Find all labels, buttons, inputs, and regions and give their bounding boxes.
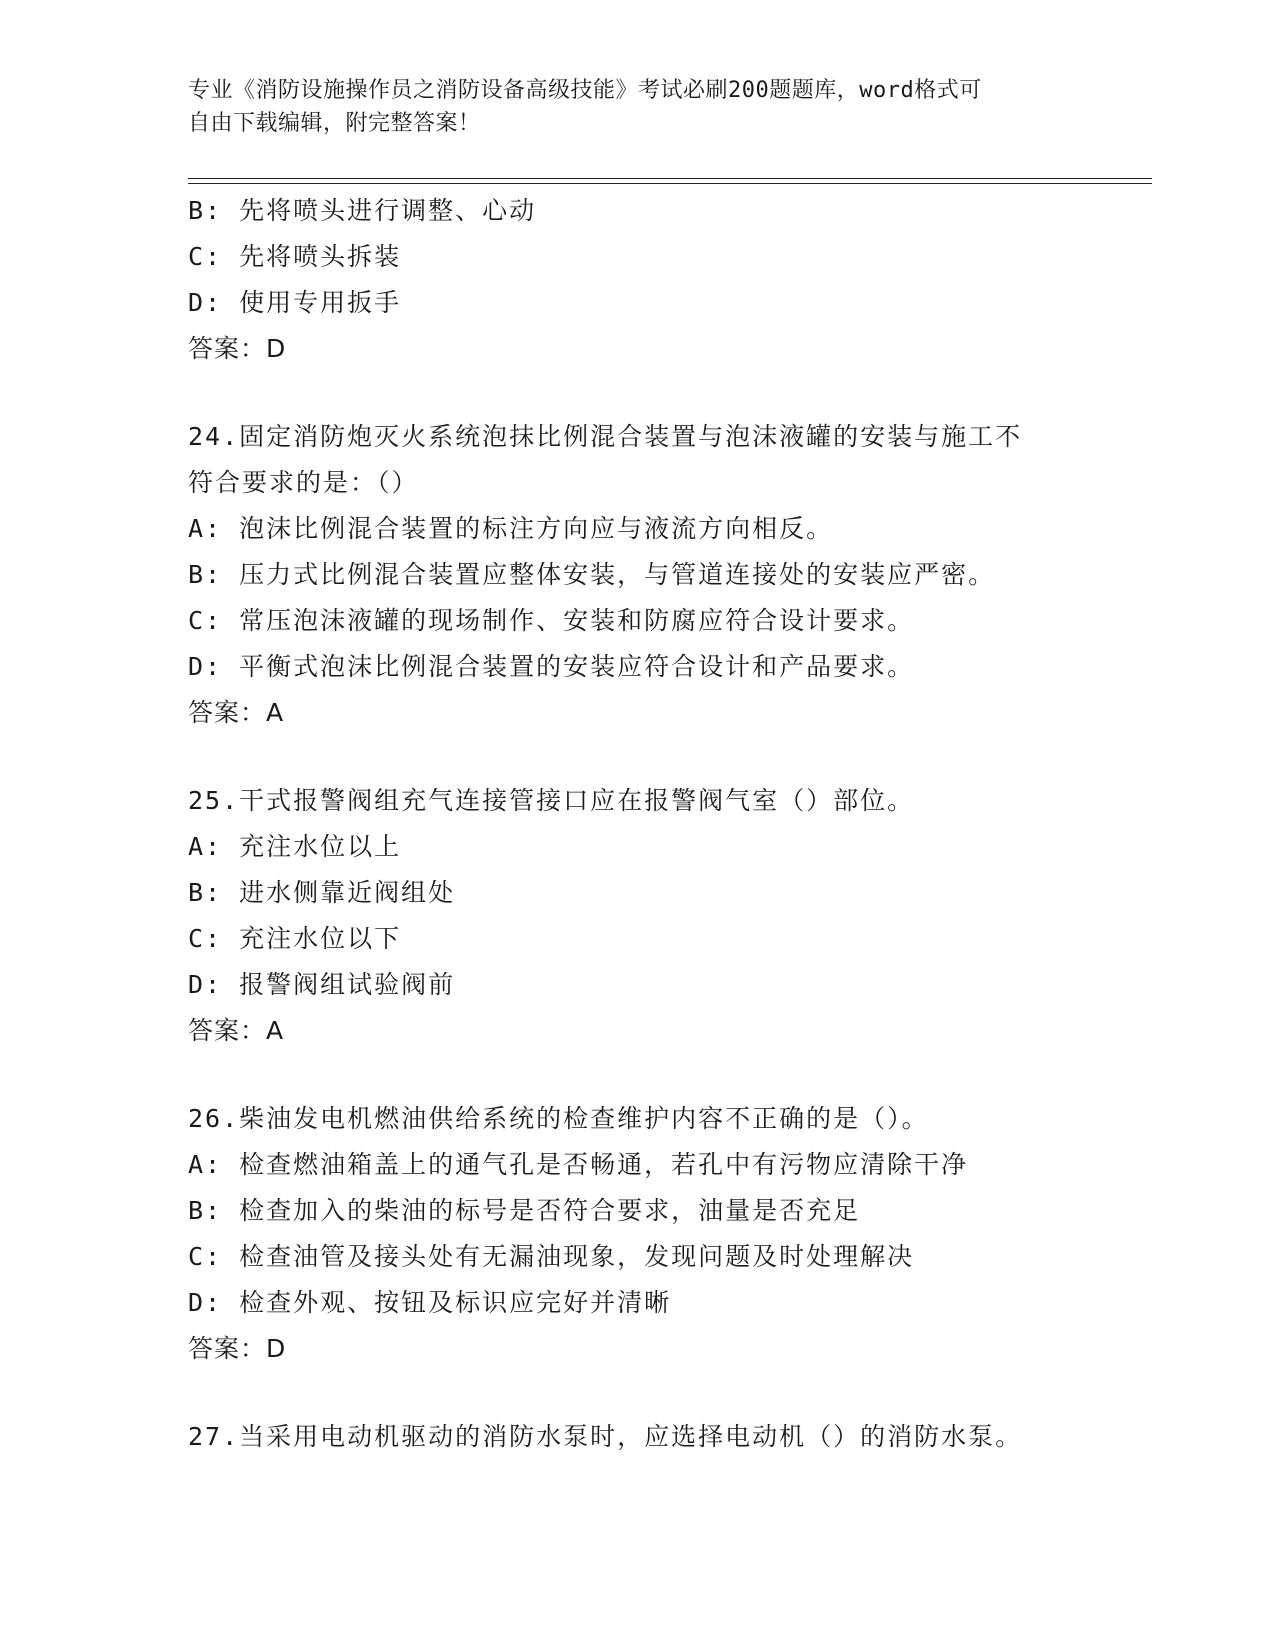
question-27 xyxy=(188,1414,1088,1460)
question-text-line-1: 26.柴油发电机燃油供给系统的检查维护内容不正确的是（）。 xyxy=(188,1104,929,1133)
question-25 xyxy=(188,778,1088,1054)
option-b: B: 进水侧靠近阀组处 xyxy=(188,878,456,907)
spacer xyxy=(188,1372,1088,1414)
option-c: C: 充注水位以下 xyxy=(188,924,402,953)
document-header xyxy=(188,74,1068,140)
answer: 答案：D xyxy=(188,1334,287,1363)
question-24 xyxy=(188,414,1088,736)
question-text-line-2: 符合要求的是：（） xyxy=(188,468,419,497)
header-rule-top xyxy=(188,178,1152,179)
option-a: A: 泡沫比例混合装置的标注方向应与液流方向相反。 xyxy=(188,514,834,543)
header-rule-bottom xyxy=(188,183,1152,184)
question-text-line-1: 24.固定消防炮灭火系统泡抹比例混合装置与泡沫液罐的安装与施工不 xyxy=(188,422,1023,451)
option-a: A: 充注水位以上 xyxy=(188,832,402,861)
answer: 答案：A xyxy=(188,1016,285,1045)
spacer xyxy=(188,736,1088,778)
question-26 xyxy=(188,1096,1088,1372)
option-d: D: 平衡式泡沫比例混合装置的安装应符合设计和产品要求。 xyxy=(188,652,915,681)
option-a: A: 检查燃油箱盖上的通气孔是否畅通，若孔中有污物应清除干净 xyxy=(188,1150,969,1179)
question-list xyxy=(188,188,1088,1460)
option-b: B: 检查加入的柴油的标号是否符合要求，油量是否充足 xyxy=(188,1196,861,1225)
option-d: D: 报警阀组试验阀前 xyxy=(188,970,456,999)
answer: 答案：A xyxy=(188,698,285,727)
option-b: B: 压力式比例混合装置应整体安装，与管道连接处的安装应严密。 xyxy=(188,560,996,589)
question-text-line-1: 25.干式报警阀组充气连接管接口应在报警阀气室（）部位。 xyxy=(188,786,915,815)
question-text-line-1: 27.当采用电动机驱动的消防水泵时，应选择电动机（）的消防水泵。 xyxy=(188,1422,1023,1451)
option-d: D: 检查外观、按钮及标识应完好并清晰 xyxy=(188,1288,672,1317)
spacer xyxy=(188,372,1088,414)
question-23 xyxy=(188,188,1088,372)
option-c: C: 检查油管及接头处有无漏油现象，发现问题及时处理解决 xyxy=(188,1242,915,1271)
spacer xyxy=(188,1054,1088,1096)
option-c: C: 常压泡沫液罐的现场制作、安装和防腐应符合设计要求。 xyxy=(188,606,915,635)
answer: 答案：D xyxy=(188,334,287,363)
option-b: B: 先将喷头进行调整、心动 xyxy=(188,196,537,225)
option-c: C: 先将喷头拆装 xyxy=(188,242,402,271)
option-d: D: 使用专用扳手 xyxy=(188,288,402,317)
header-line-2: 自由下载编辑，附完整答案！ xyxy=(188,111,481,136)
header-line-1: 专业《消防设施操作员之消防设备高级技能》考试必刷200题题库，word格式可 xyxy=(188,78,982,103)
